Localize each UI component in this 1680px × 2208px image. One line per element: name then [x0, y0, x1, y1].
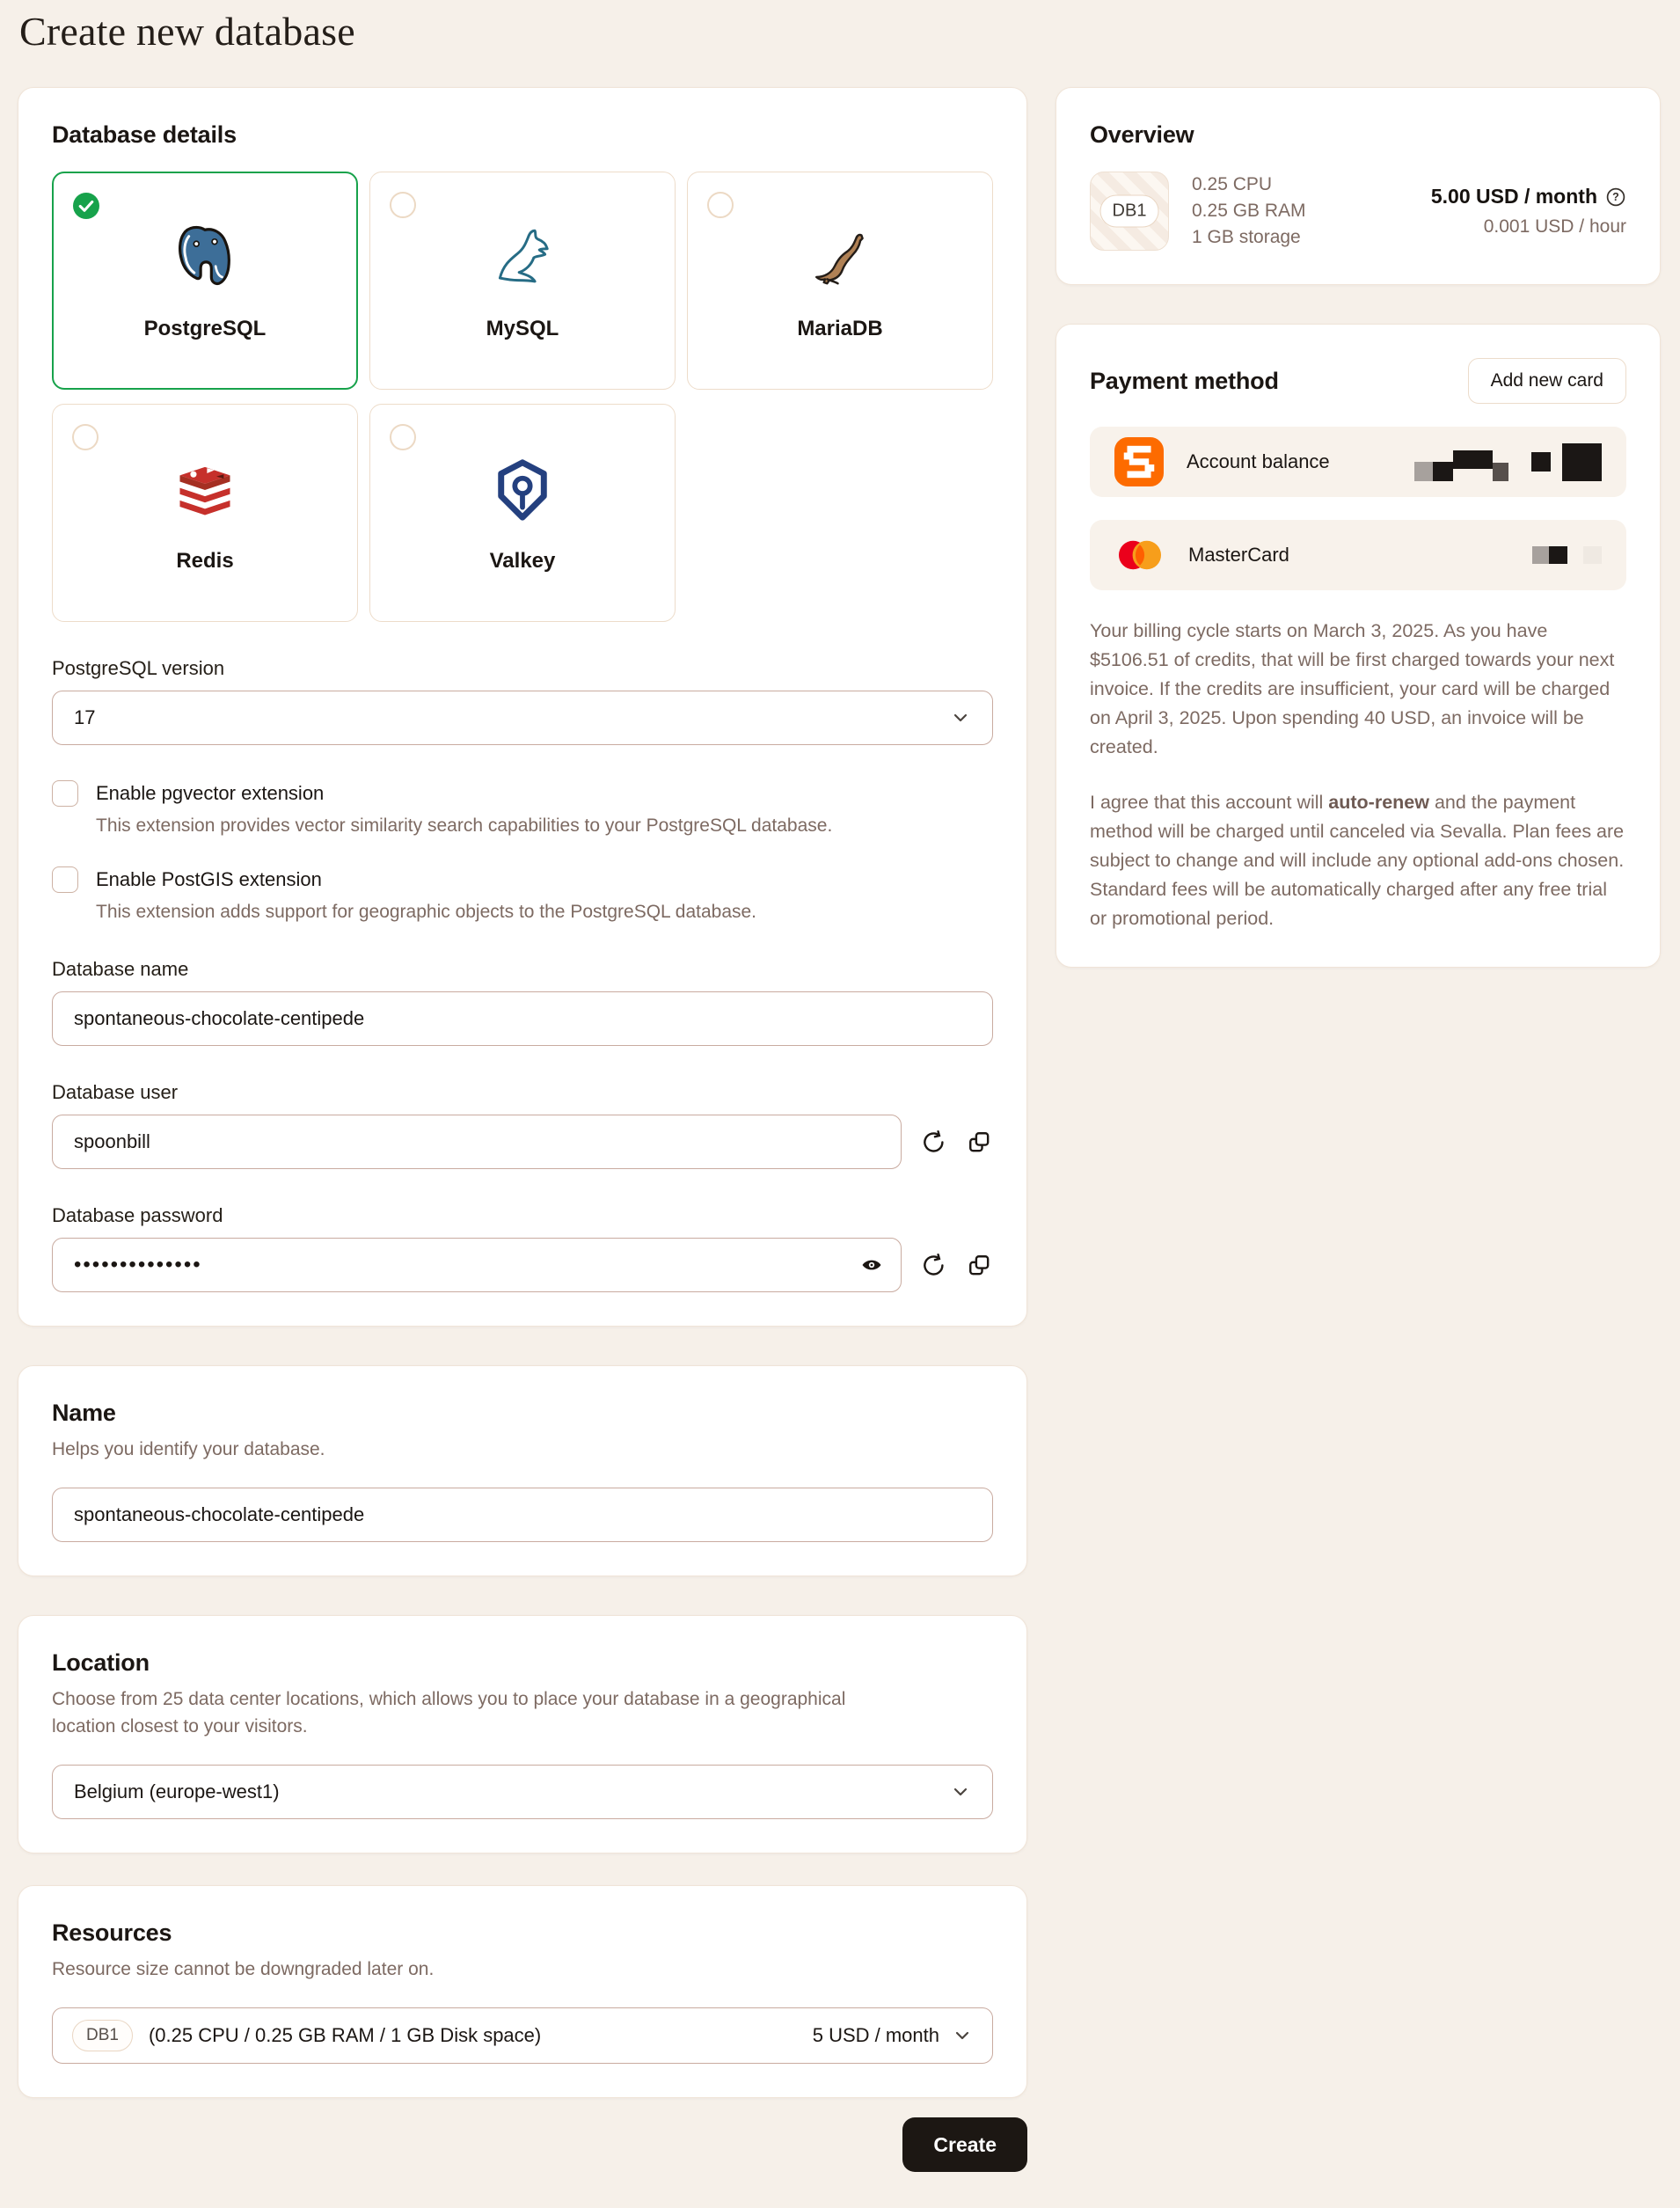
- create-row: [18, 2117, 1027, 2172]
- add-new-card-button[interactable]: Add new card: [1468, 358, 1626, 404]
- location-section-title: Location: [52, 1649, 150, 1677]
- regenerate-password-icon[interactable]: [919, 1251, 947, 1279]
- page-title: Create new database: [19, 9, 355, 54]
- auto-renew-agreement: [1090, 788, 1626, 933]
- chevron-down-icon: [950, 707, 971, 728]
- create-database-page: [0, 7, 1680, 2172]
- plan-price: 5 USD / month: [812, 2024, 939, 2047]
- location-select[interactable]: [52, 1765, 993, 1819]
- pgvector-label: Enable pgvector extension: [96, 782, 325, 805]
- billing-notes: [1090, 617, 1626, 933]
- overview-row: [1090, 172, 1626, 251]
- name-section-title: Name: [52, 1400, 116, 1427]
- payment-header: [1090, 358, 1626, 404]
- help-icon[interactable]: [1605, 186, 1626, 208]
- radio-unselected-icon[interactable]: [707, 192, 734, 218]
- database-user-label: Database user: [52, 1081, 179, 1104]
- svg-text:?: ?: [1612, 190, 1619, 203]
- display-name-input[interactable]: [52, 1488, 993, 1542]
- database-details-title: Database details: [52, 121, 237, 149]
- mastercard-icon: [1114, 539, 1165, 571]
- price-per-month: 5.00 USD / month: [1430, 185, 1597, 208]
- chevron-down-icon: [950, 1781, 971, 1802]
- engine-label: MariaDB: [797, 317, 883, 341]
- redacted-card-digits: [1532, 546, 1602, 564]
- database-name-input[interactable]: [52, 991, 993, 1046]
- radio-unselected-icon[interactable]: [390, 424, 416, 450]
- engine-label: PostgreSQL: [143, 317, 267, 341]
- plan-specs: (0.25 CPU / 0.25 GB RAM / 1 GB Disk space): [148, 2024, 542, 2047]
- summary-column: [1055, 87, 1661, 968]
- radio-unselected-icon[interactable]: [72, 424, 99, 450]
- name-card: [18, 1365, 1027, 1576]
- redis-logo-icon: [172, 452, 238, 528]
- database-password-input[interactable]: [52, 1238, 902, 1292]
- resources-section-description: Resource size cannot be downgraded later on.: [52, 1959, 435, 1980]
- database-password-label: Database password: [52, 1204, 223, 1227]
- pgvector-description: This extension provides vector similarity search capabilities to your PostgreSQL database.: [96, 815, 833, 837]
- resources-card: [18, 1885, 1027, 2098]
- version-select[interactable]: [52, 691, 993, 745]
- copy-user-icon[interactable]: [965, 1128, 993, 1156]
- payment-method-mastercard[interactable]: [1090, 520, 1626, 590]
- postgis-checkbox[interactable]: [52, 866, 78, 893]
- engine-grid: [52, 172, 993, 622]
- version-value: 17: [74, 706, 96, 729]
- price-per-hour: 0.001 USD / hour: [1483, 216, 1626, 238]
- payment-method-label: MasterCard: [1188, 544, 1289, 567]
- price-block: [1431, 185, 1626, 238]
- agreement-text: I agree that this account will: [1090, 792, 1329, 814]
- engine-option-valkey[interactable]: [369, 404, 676, 622]
- plan-badge: DB1: [1100, 195, 1159, 228]
- pgvector-checkbox[interactable]: [52, 780, 78, 807]
- database-password-input-wrap: [52, 1238, 902, 1292]
- engine-label: Valkey: [489, 549, 556, 574]
- selected-check-icon: [73, 193, 99, 219]
- postgis-extension-row: [52, 866, 993, 893]
- engine-label: MySQL: [486, 317, 559, 341]
- redacted-balance-amount: [1414, 443, 1602, 481]
- payment-method-account-balance[interactable]: [1090, 427, 1626, 497]
- database-details-card: [18, 87, 1027, 1327]
- spec-ram: 0.25 GB RAM: [1192, 201, 1306, 222]
- spec-cpu: 0.25 CPU: [1192, 174, 1273, 195]
- engine-option-postgresql[interactable]: [52, 172, 358, 390]
- database-name-label: Database name: [52, 958, 189, 981]
- postgresql-logo-icon: [171, 220, 239, 296]
- location-value: Belgium (europe-west1): [74, 1780, 280, 1803]
- database-user-row: [52, 1115, 993, 1169]
- agreement-text: and the payment method will be charged until canceled via Sevalla. Plan fees are subject to change and will include any optional add-ons chosen. Standard fees will be automatically charged after any free trial or promotional period.: [1090, 792, 1625, 930]
- overview-card: [1055, 87, 1661, 285]
- billing-cycle-note: Your billing cycle starts on March 3, 2025. As you have $5106.51 of credits, that will be first charged towards your next invoice. If the credits are insufficient, your card will be charged on April 3, 2025. Upon spending 40 USD, an invoice will be created.: [1090, 620, 1615, 758]
- engine-label: Redis: [176, 549, 234, 574]
- location-section-description: Choose from 25 data center locations, which allows you to place your database in a geographical location closest to your visitors.: [52, 1689, 846, 1737]
- overview-title: Overview: [1090, 121, 1194, 149]
- mysql-logo-icon: [486, 220, 559, 296]
- plan-badge: DB1: [72, 2020, 133, 2051]
- postgis-label: Enable PostGIS extension: [96, 868, 322, 891]
- agreement-bold: auto-renew: [1328, 792, 1429, 814]
- radio-unselected-icon[interactable]: [390, 192, 416, 218]
- pgvector-extension-row: [52, 780, 993, 807]
- version-label: PostgreSQL version: [52, 657, 225, 680]
- main-layout: [18, 87, 1661, 2172]
- mariadb-logo-icon: [806, 220, 874, 296]
- engine-option-redis[interactable]: [52, 404, 358, 622]
- resource-size-select[interactable]: [52, 2007, 993, 2064]
- sevalla-logo-icon: [1114, 437, 1164, 486]
- payment-method-card: [1055, 324, 1661, 968]
- payment-title: Payment method: [1090, 367, 1279, 394]
- plan-thumbnail: [1090, 172, 1169, 251]
- spec-storage: 1 GB storage: [1192, 227, 1301, 248]
- database-user-input[interactable]: [52, 1115, 902, 1169]
- postgis-description: This extension adds support for geographic objects to the PostgreSQL database.: [96, 902, 757, 923]
- regenerate-user-icon[interactable]: [919, 1128, 947, 1156]
- database-password-row: [52, 1238, 993, 1292]
- engine-option-mariadb[interactable]: [687, 172, 993, 390]
- form-column: [18, 87, 1027, 2172]
- valkey-logo-icon: [490, 452, 555, 528]
- name-section-description: Helps you identify your database.: [52, 1439, 325, 1460]
- chevron-down-icon: [952, 2025, 973, 2046]
- copy-password-icon[interactable]: [965, 1251, 993, 1279]
- engine-option-mysql[interactable]: [369, 172, 676, 390]
- location-card: [18, 1615, 1027, 1853]
- database-user-input-wrap: [52, 1115, 902, 1169]
- payment-method-label: Account balance: [1187, 450, 1330, 473]
- resources-section-title: Resources: [52, 1919, 172, 1947]
- show-password-eye-icon[interactable]: [859, 1253, 884, 1277]
- plan-specs-list: [1192, 174, 1306, 248]
- create-button[interactable]: Create: [902, 2117, 1027, 2172]
- plan-price-wrap: [813, 2024, 973, 2047]
